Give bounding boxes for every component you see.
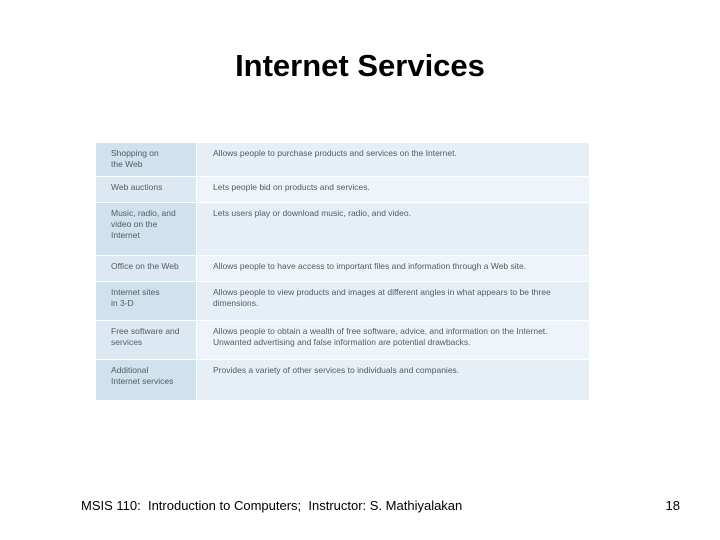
service-description: Allows people to view products and images at different angles in what appears to be three dimensions. xyxy=(197,282,589,320)
slide-title: Internet Services xyxy=(235,48,485,83)
table-row xyxy=(96,203,589,256)
service-description: Provides a variety of other services to individuals and companies. xyxy=(197,360,589,400)
service-name: Music, radio, and video on the Internet xyxy=(96,203,197,255)
service-description: Lets people bid on products and services. xyxy=(197,177,589,202)
service-description: Lets users play or download music, radio, and video. xyxy=(197,203,589,255)
page-number: 18 xyxy=(665,498,680,513)
service-description: Allows people to purchase products and services on the Internet. xyxy=(197,143,589,176)
service-description: Allows people to have access to important files and information through a Web site. xyxy=(197,256,589,281)
service-name: Shopping on the Web xyxy=(96,143,197,176)
service-name: Web auctions xyxy=(96,177,197,202)
slide-footer: MSIS 110: Introduction to Computers; Instructor: S. Mathiyalakan xyxy=(81,498,463,513)
table-row xyxy=(96,360,589,401)
table-row xyxy=(96,143,589,177)
services-table xyxy=(96,143,589,401)
service-name: Internet sites in 3-D xyxy=(96,282,197,320)
service-name: Additional Internet services xyxy=(96,360,197,400)
table-row xyxy=(96,321,589,360)
service-name: Office on the Web xyxy=(96,256,197,281)
table-row xyxy=(96,177,589,203)
table-row xyxy=(96,256,589,282)
service-description: Allows people to obtain a wealth of free software, advice, and information on the Internet. Unwanted advertising and false information are potential drawbacks. xyxy=(197,321,589,359)
table-row xyxy=(96,282,589,321)
service-name: Free software and services xyxy=(96,321,197,359)
